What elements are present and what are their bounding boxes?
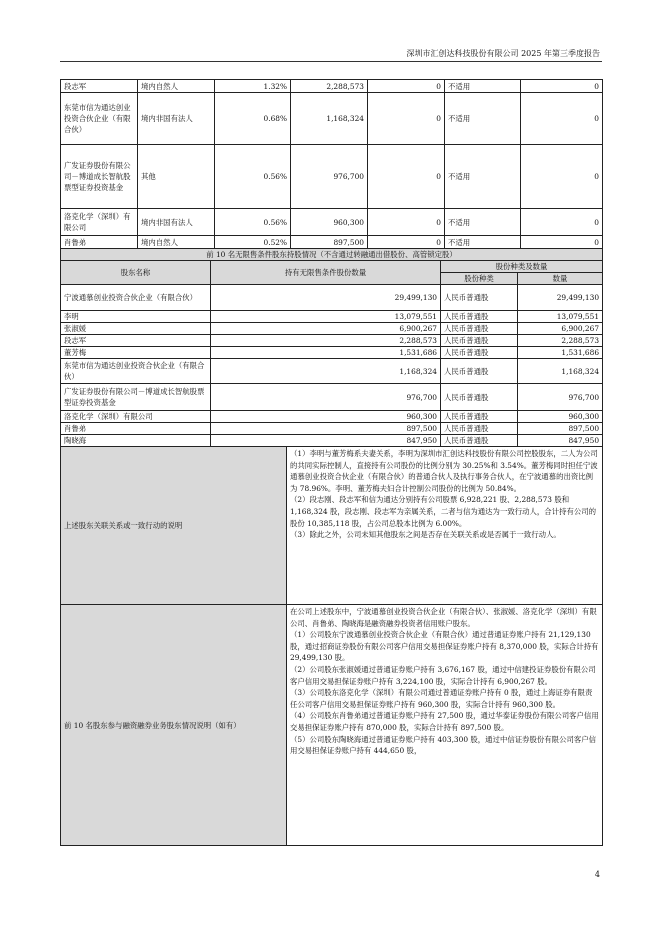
holder-qty: 1,168,324	[211, 359, 441, 384]
pledge-qty: 0	[521, 145, 603, 209]
share-type: 人民币普通股	[441, 384, 518, 411]
table-row	[61, 285, 603, 311]
holder-name: 段志军	[61, 335, 211, 347]
holder-shares: 976,700	[291, 145, 368, 209]
col-header-count: 数量	[518, 273, 603, 285]
holder-name: 东莞市信为通达创业投资合伙企业（有限合伙）	[61, 93, 138, 145]
col-header-name: 股东名称	[61, 261, 211, 285]
holder-name: 肖鲁弟	[61, 423, 211, 435]
share-type: 人民币普通股	[441, 411, 518, 423]
holder-restricted: 0	[368, 93, 445, 145]
holder-nature: 其他	[138, 145, 215, 209]
table-row	[61, 145, 603, 209]
holder-name: 陶晓海	[61, 435, 211, 447]
pledge-qty: 0	[521, 209, 603, 236]
holder-qty: 29,499,130	[211, 285, 441, 311]
table-row	[61, 347, 603, 359]
holder-name: 宁波通慕创业投资合伙企业（有限合伙）	[61, 285, 211, 311]
holder-nature: 境内自然人	[138, 236, 215, 249]
margin-trading-row	[61, 605, 603, 846]
holder-shares: 2,288,573	[291, 80, 368, 93]
share-count: 1,168,324	[518, 359, 603, 384]
share-count: 897,500	[518, 423, 603, 435]
table-row	[61, 236, 603, 249]
table-row	[61, 249, 603, 261]
relations-note	[287, 447, 603, 605]
note-paragraph: 在公司上述股东中，宁波通慕创业投资合伙企业（有限合伙）、张淑媛、洛克化学（深圳）有限公司、肖鲁弟、陶晓海是融资融券投资者信用账户股东。	[290, 607, 597, 628]
holder-pct: 0.56%	[215, 145, 291, 209]
pledge-qty: 0	[521, 80, 603, 93]
unrestricted-holders-table	[60, 248, 603, 846]
table-row	[61, 323, 603, 335]
top-shareholders-table	[60, 79, 603, 249]
holder-name: 广发证券股份有限公司－博道成长智航股票型证券投资基金	[61, 145, 138, 209]
holder-nature: 境内自然人	[138, 80, 215, 93]
holder-name: 段志军	[61, 80, 138, 93]
holder-qty: 976,700	[211, 384, 441, 411]
table-row	[61, 80, 603, 93]
share-type: 人民币普通股	[441, 335, 518, 347]
holder-qty: 6,900,267	[211, 323, 441, 335]
holder-qty: 13,079,551	[211, 311, 441, 323]
holder-pct: 0.56%	[215, 209, 291, 236]
holder-pct: 0.52%	[215, 236, 291, 249]
share-count: 847,950	[518, 435, 603, 447]
margin-trading-note	[287, 605, 603, 846]
holder-nature: 境内非国有法人	[138, 93, 215, 145]
table-row	[61, 411, 603, 423]
table-header-row	[61, 261, 603, 273]
pledge-status: 不适用	[445, 209, 521, 236]
table-row	[61, 423, 603, 435]
note-paragraph: （3）公司股东洛克化学（深圳）有限公司通过普通证券账户持有 0 股，通过上海证券有限责任公司客户信用交易担保证券账户持有 960,300 股，实际合计持有 960,300 股。	[290, 688, 593, 709]
holder-name: 李明	[61, 311, 211, 323]
relations-row	[61, 447, 603, 605]
table-row	[61, 435, 603, 447]
table-row	[61, 311, 603, 323]
holder-name: 肖鲁弟	[61, 236, 138, 249]
note-paragraph: （5）公司股东陶晓海通过普通证券账户持有 403,300 股，通过中信证券股份有限公司客户信用交易担保证券账户持有 444,650 股，	[290, 734, 597, 756]
share-count: 960,300	[518, 411, 603, 423]
pledge-qty: 0	[521, 236, 603, 249]
holder-restricted: 0	[368, 145, 445, 209]
holder-name: 广发证券股份有限公司－博道成长智航股票型证券投资基金	[61, 384, 211, 411]
holder-qty: 897,500	[211, 423, 441, 435]
table-row	[61, 384, 603, 411]
pledge-status: 不适用	[445, 236, 521, 249]
page-header: 深圳市汇创达科技股份有限公司 2025 年第三季度报告	[406, 49, 600, 58]
page-number: 4	[594, 870, 600, 879]
pledge-status: 不适用	[445, 80, 521, 93]
col-header-type: 股份种类	[441, 273, 518, 285]
header-rule	[60, 61, 602, 62]
table-row	[61, 209, 603, 236]
holder-name: 董芳梅	[61, 347, 211, 359]
col-header-type-group: 股份种类及数量	[441, 261, 603, 273]
note-paragraph: （2）公司股东张淑媛通过普通证券账户持有 3,676,167 股，通过中信建投证券股份有限公司客户信用交易担保证券账户持有 3,224,100 股，实际合计持有 6,900,267 股。	[290, 664, 596, 686]
note-paragraph: （4）公司股东肖鲁弟通过普通证券账户持有 27,500 股，通过华泰证券股份有限公司客户信用交易担保证券账户持有 870,000 股，实际合计持有 897,500 股。	[290, 711, 599, 732]
holder-nature: 境内非国有法人	[138, 209, 215, 236]
holder-shares: 960,300	[291, 209, 368, 236]
share-count: 6,900,267	[518, 323, 603, 335]
margin-trading-label: 前 10 名股东参与融资融券业务股东情况说明（如有）	[61, 605, 287, 846]
share-type: 人民币普通股	[441, 359, 518, 384]
holder-qty: 960,300	[211, 411, 441, 423]
holder-shares: 1,168,324	[291, 93, 368, 145]
share-type: 人民币普通股	[441, 423, 518, 435]
pledge-status: 不适用	[445, 145, 521, 209]
table-row	[61, 335, 603, 347]
note-paragraph: （1）李明与董芳梅系夫妻关系，李明为深圳市汇创达科技股份有限公司控股股东，二人为公司的共同实际控制人，直接持有公司股份的比例分别为 30.25%和 3.54%。董芳梅同时担任宁波通慕创业投资合伙企业（有限合伙）的普通合伙人及执行事务合伙人，在宁波通慕的出资比例为 78.96%。李明、董芳梅夫妇合计控制公司股份的比例为 50.84%。	[290, 449, 598, 493]
holder-shares: 897,500	[291, 236, 368, 249]
holder-restricted: 0	[368, 236, 445, 249]
holder-name: 洛克化学（深圳）有限公司	[61, 209, 138, 236]
relations-label: 上述股东关联关系或一致行动的说明	[61, 447, 287, 605]
pledge-status: 不适用	[445, 93, 521, 145]
share-type: 人民币普通股	[441, 311, 518, 323]
holder-restricted: 0	[368, 209, 445, 236]
section-title: 前 10 名无限售条件股东持股情况（不含通过转融通出借股份、高管锁定股）	[61, 249, 603, 261]
holder-name: 东莞市信为通达创业投资合伙企业（有限合伙）	[61, 359, 211, 384]
note-paragraph: （2）段志刚、段志军和信为通达分别持有公司股票 6,928,221 股、2,288,573 股和 1,168,324 股，段志刚、段志军为亲属关系，二者与信为通达为一致行动人，合计持有公司的股份 10,385,118 股，占公司总股本比例为 6.00%。	[290, 495, 597, 528]
holder-restricted: 0	[368, 80, 445, 93]
table-row	[61, 93, 603, 145]
holder-pct: 1.32%	[215, 80, 291, 93]
share-count: 976,700	[518, 384, 603, 411]
table-row	[61, 359, 603, 384]
share-count: 2,288,573	[518, 335, 603, 347]
share-count: 1,531,686	[518, 347, 603, 359]
pledge-qty: 0	[521, 93, 603, 145]
share-type: 人民币普通股	[441, 323, 518, 335]
share-type: 人民币普通股	[441, 285, 518, 311]
share-count: 13,079,551	[518, 311, 603, 323]
note-paragraph: （3）除此之外，公司未知其他股东之间是否存在关联关系或是否属于一致行动人。	[290, 530, 561, 540]
note-paragraph: （1）公司股东宁波通慕创业投资合伙企业（有限合伙）通过普通证券账户持有 21,129,130 股，通过招商证券股份有限公司客户信用交易担保证券账户持有 8,370,000 股，实际合计持有 29,499,130 股。	[290, 630, 599, 663]
holder-qty: 2,288,573	[211, 335, 441, 347]
share-count: 29,499,130	[518, 285, 603, 311]
holder-name: 张淑媛	[61, 323, 211, 335]
holder-pct: 0.68%	[215, 93, 291, 145]
holder-name: 洛克化学（深圳）有限公司	[61, 411, 211, 423]
share-type: 人民币普通股	[441, 347, 518, 359]
holder-qty: 847,950	[211, 435, 441, 447]
share-type: 人民币普通股	[441, 435, 518, 447]
col-header-qty: 持有无限售条件股份数量	[211, 261, 441, 285]
holder-qty: 1,531,686	[211, 347, 441, 359]
